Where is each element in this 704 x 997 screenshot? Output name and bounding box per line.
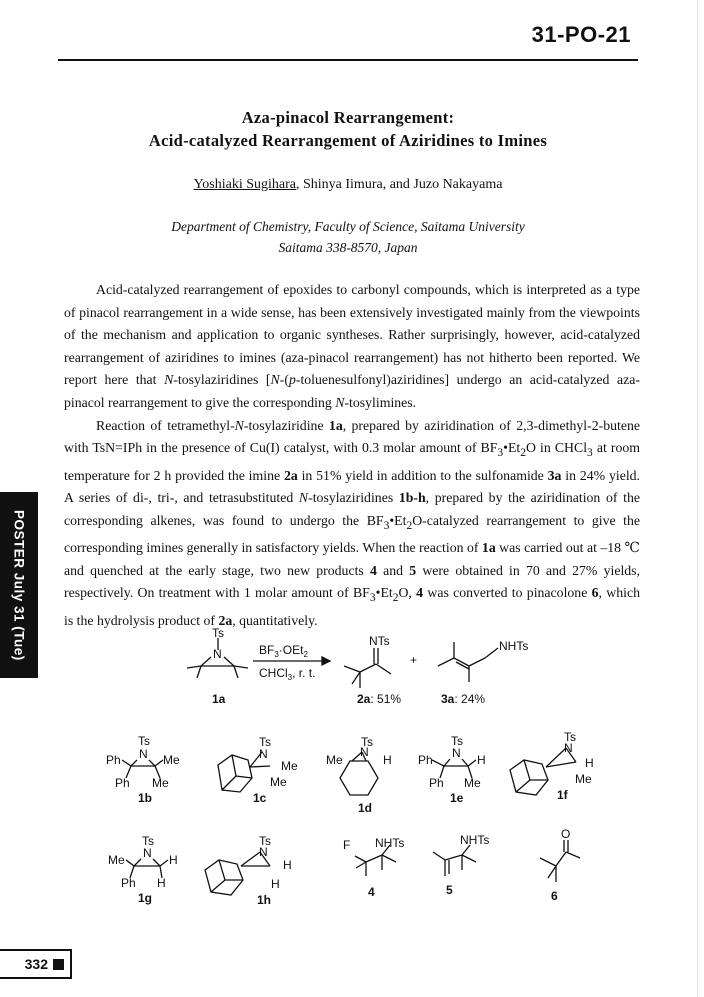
svg-text:N: N <box>143 846 152 860</box>
svg-text:Me: Me <box>575 772 592 786</box>
svg-text:H: H <box>383 753 392 767</box>
label-5: 5 <box>446 883 453 897</box>
label-4: 4 <box>368 885 375 899</box>
abstract-code: 31-PO-21 <box>531 22 631 47</box>
compound-1f-structure <box>510 730 594 795</box>
label-1f: 1f <box>557 788 568 802</box>
paragraph-2: Reaction of tetramethyl-N-tosylaziridine 1a, prepared by aziridination of 2,3-dimethyl-2-butene with TsN=IPh in the presence of Cu(I) catalyst, with 0.3 molar amount of $BF_3•Et_2O$ in CHCl$_3$ at room temperature for 2 h provided the imine 2a in 51% yield in addition to the sulfonamide 3a in 24% yield. A series of di-, tri-, and tetrasubstituted N-tosylaziridines 1b-h, prepared by the aziridination of the corresponding alkenes, was found to undergo the $BF_3•Et_2O$-catalyzed rearrangement to give the corresponding imines generally in satisfactory yields. When the reaction of 1a was carried out at –18 ℃ and quenched at the early stage, two new products 4 and 5 were obtained in 70 and 27% yields, respectively. On treatment with 1 molar amount of $BF_3•Et_2O$, 4 was converted to pinacolone 6, which is the hydrolysis product of 2a, quantitatively. <box>64 417 641 628</box>
title-line-2: Acid-catalyzed Rearrangement of Aziridines to Imines <box>148 131 548 150</box>
label-1d: 1d <box>358 801 373 815</box>
product-2a-label: 2a: 51% <box>357 692 402 706</box>
page-number-square <box>53 959 64 970</box>
label-6: 6 <box>551 889 558 903</box>
label-1a: 1a <box>212 692 226 706</box>
svg-text:N: N <box>564 741 573 755</box>
svg-text:NHTs: NHTs <box>375 836 405 850</box>
svg-text:H: H <box>283 858 292 872</box>
header-rule <box>58 59 638 61</box>
authors <box>58 177 638 193</box>
svg-text:N: N <box>360 745 369 759</box>
solvent-label: CHCl$_3$, r. t. <box>259 666 316 682</box>
compound-1h-structure <box>205 834 292 895</box>
affiliation-line-2: Saitama 338-8570, Japan <box>278 240 418 255</box>
presenting-author: Yoshiaki Sugihara <box>193 177 296 192</box>
compound-4-structure <box>343 836 404 876</box>
page-number-box <box>0 949 72 979</box>
label-1e: 1e <box>450 791 464 805</box>
page-number: 332 <box>24 956 48 972</box>
compound-1g-structure <box>108 834 178 890</box>
svg-text:O: O <box>561 827 571 841</box>
label-1g: 1g <box>138 891 153 905</box>
reaction-scheme <box>0 620 704 920</box>
reaction-arrow <box>253 657 330 665</box>
plus-sign: + <box>410 653 418 667</box>
svg-text:Ts: Ts <box>259 834 271 848</box>
svg-text:N: N <box>259 845 268 859</box>
compound-3a-structure <box>438 639 528 682</box>
n-label: N <box>213 647 222 661</box>
svg-text:Ts: Ts <box>142 834 154 848</box>
nhts-label: NHTs <box>499 639 529 653</box>
svg-text:Me: Me <box>281 759 298 773</box>
svg-text:H: H <box>477 753 486 767</box>
svg-text:F: F <box>343 838 351 852</box>
svg-text:Me: Me <box>152 776 169 790</box>
svg-text:Ts: Ts <box>361 735 373 749</box>
svg-text:H: H <box>271 877 280 891</box>
svg-text:Me: Me <box>326 753 343 767</box>
svg-text:Ts: Ts <box>451 734 463 748</box>
compound-1d-structure <box>326 735 392 795</box>
co-authors: , Shinya Iimura, and Juzo Nakayama <box>295 177 503 192</box>
compound-2a-structure <box>344 634 391 688</box>
svg-text:Ph: Ph <box>121 876 136 890</box>
ts-label: Ts <box>212 626 224 640</box>
svg-text:Ph: Ph <box>429 776 444 790</box>
svg-text:Ph: Ph <box>418 753 433 767</box>
svg-text:H: H <box>169 853 178 867</box>
svg-text:Ph: Ph <box>115 776 130 790</box>
svg-text:H: H <box>157 876 166 890</box>
svg-text:Me: Me <box>163 753 180 767</box>
svg-text:N: N <box>139 747 148 761</box>
abstract-body <box>64 279 640 632</box>
svg-text:Me: Me <box>464 776 481 790</box>
svg-text:Me: Me <box>270 775 287 789</box>
compound-1e-structure <box>418 734 486 790</box>
svg-text:Me: Me <box>108 853 125 867</box>
svg-text:Ts: Ts <box>259 735 271 749</box>
title-line-1: Aza-pinacol Rearrangement: <box>241 108 455 127</box>
label-1h: 1h <box>257 893 272 907</box>
label-1b: 1b <box>138 791 153 805</box>
svg-text:N: N <box>259 747 268 761</box>
affiliation-line-1: Department of Chemistry, Faculty of Science, Saitama University <box>171 219 525 234</box>
nts-label: NTs <box>369 634 390 648</box>
svg-text:Ph: Ph <box>106 753 121 767</box>
svg-text:H: H <box>585 756 594 770</box>
paragraph-1: Acid-catalyzed rearrangement of epoxides to carbonyl compounds, which is interpreted as a type of pinacol rearrangement in a wide sense, has been extensively investigated mainly from the viewpoints of the mechanism and application to organic syntheses. Rather surprisingly, however, acid-catalyzed rearrangement of aziridines to imines (aza-pinacol rearrangement) has not hitherto been reported. We report here that N-tosylaziridines [N-(p-toluenesulfonyl)aziridines] undergo an acid-catalyzed aza-pinacol rearrangement to give the corresponding N-tosylimines. <box>64 282 640 410</box>
reagent-label: $BF_3\cdot OEt_2$ <box>259 643 308 659</box>
svg-text:NHTs: NHTs <box>460 833 490 847</box>
product-3a-label: 3a: 24% <box>441 692 486 706</box>
svg-text:N: N <box>452 746 461 760</box>
poster-date-tab: POSTER July 31 (Tue) <box>0 492 38 678</box>
svg-text:Ts: Ts <box>138 734 150 748</box>
compound-1b-structure <box>106 734 180 790</box>
compound-1c-structure <box>218 735 298 792</box>
label-1c: 1c <box>253 791 267 805</box>
compound-1a-structure <box>187 626 248 678</box>
compound-6-structure <box>540 827 580 882</box>
compound-5-structure <box>433 833 489 876</box>
svg-text:Ts: Ts <box>564 730 576 744</box>
